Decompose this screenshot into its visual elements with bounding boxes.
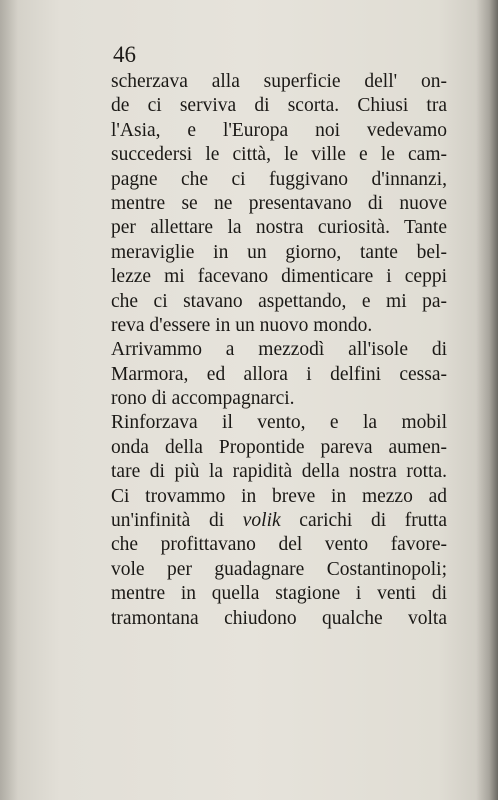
text-line: un'infinità di volik carichi di frutta [111, 510, 447, 532]
text-line: tramontana chiudono qualche volta [111, 607, 447, 629]
text-line: l'Asia, e l'Europa noi vedevamo [111, 119, 447, 141]
text-line: Ci trovammo in breve in mezzo ad [111, 485, 447, 507]
text-line: Marmora, ed allora i delfini cessa- [111, 363, 447, 385]
text-line: de ci serviva di scorta. Chiusi tra [111, 95, 447, 117]
text-line: mentre se ne presentavano di nuove [111, 192, 447, 214]
text-line: che profittavano del vento favore- [111, 534, 447, 556]
gutter-shadow [0, 0, 18, 800]
text-line: onda della Propontide pareva aumen- [111, 436, 447, 458]
body-text [111, 70, 447, 631]
text-line: che ci stavano aspettando, e mi pa- [111, 290, 447, 312]
text-line: vole per guadagnare Costantinopoli; [111, 558, 447, 580]
page-number: 46 [113, 42, 136, 67]
text-line: per allettare la nostra curiosità. Tante [111, 217, 447, 239]
text-line: meraviglie in un giorno, tante bel- [111, 241, 447, 263]
text-line: Arrivammo a mezzodì all'isole di [111, 339, 447, 361]
text-line: scherzava alla superficie dell' on- [111, 71, 447, 92]
text-line: pagne che ci fuggivano d'innanzi, [111, 168, 447, 190]
text-line: reva d'essere in un nuovo mondo. [111, 314, 373, 336]
page-edge-shadow [476, 0, 498, 800]
text-line: rono di accompagnarci. [111, 388, 295, 410]
text-line: Rinforzava il vento, e la mobil [111, 412, 447, 434]
text-line: mentre in quella stagione i venti di [111, 583, 447, 605]
text-line: lezze mi facevano dimenticare i ceppi [111, 266, 447, 288]
text-line: tare di più la rapidità della nostra rotta. [111, 461, 447, 483]
text-line: succedersi le città, le ville e le cam- [111, 144, 447, 166]
